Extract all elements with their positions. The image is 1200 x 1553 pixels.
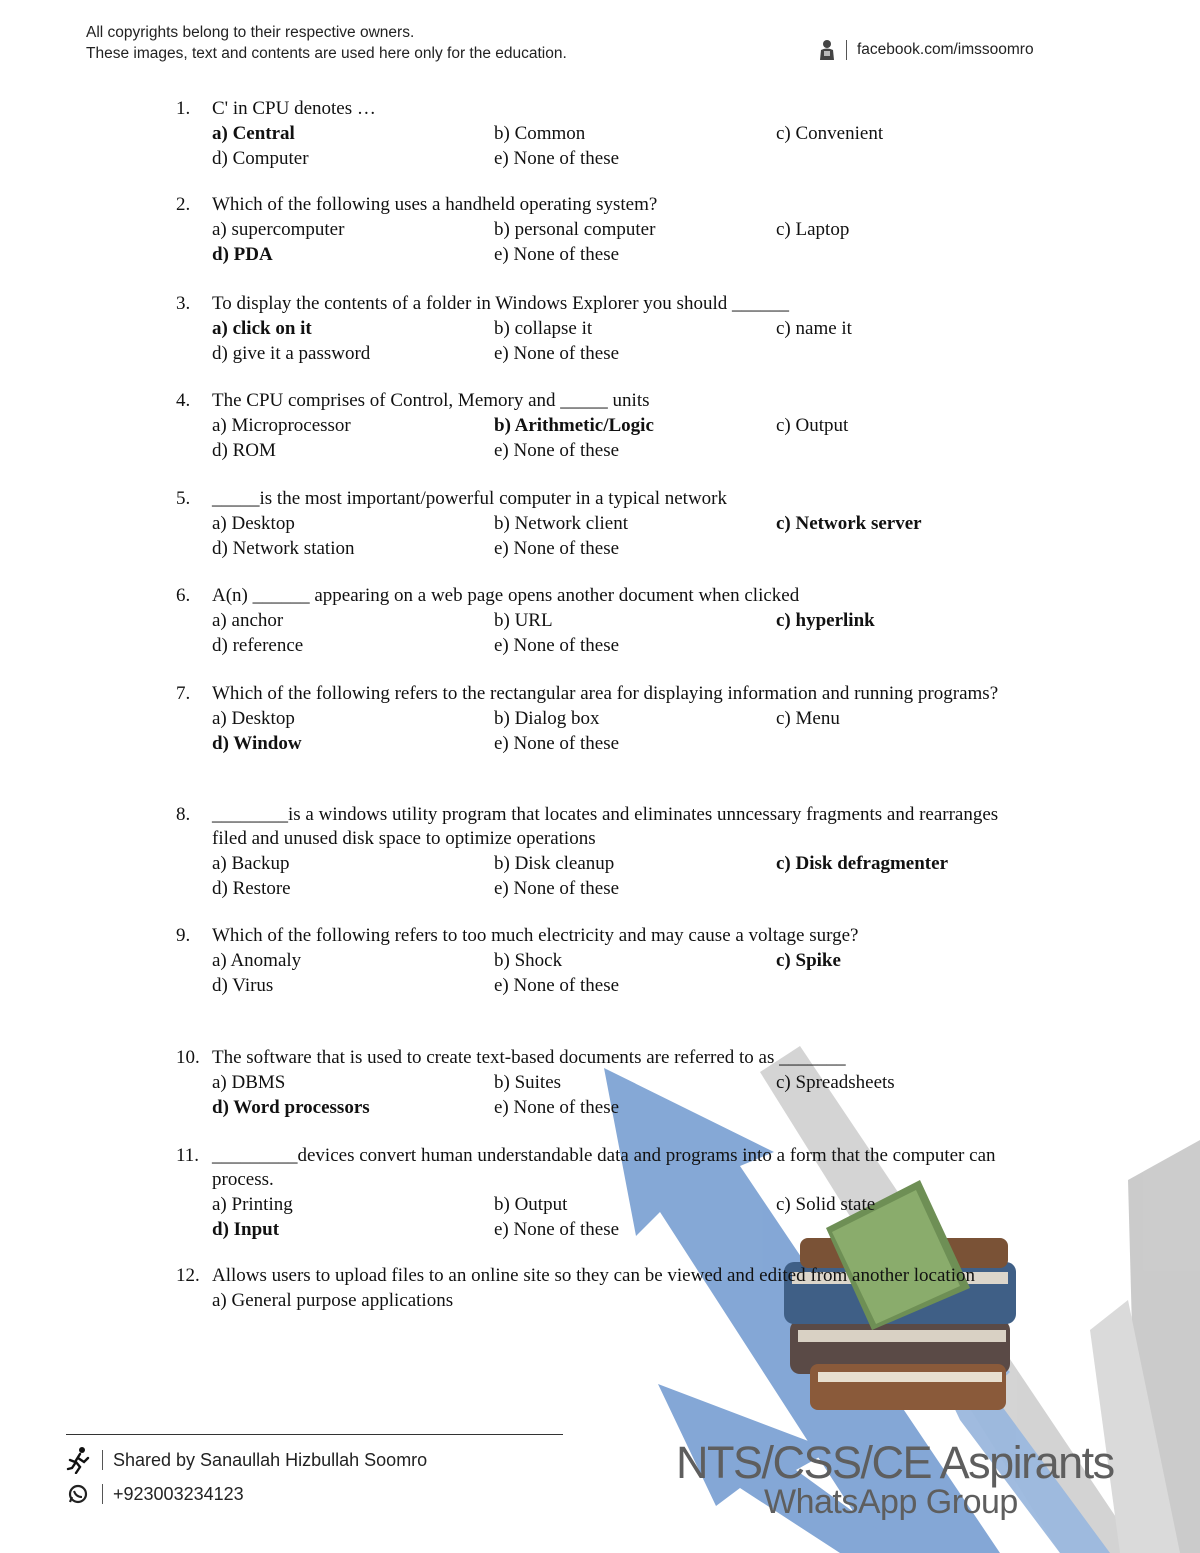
copyright-notice [86,22,567,64]
footer-phone [66,1480,244,1508]
question-number: 4. [176,390,191,411]
question-12 [176,1264,1036,1313]
option-d: d) Word processors [212,1097,370,1118]
option-b: b) URL [494,610,553,631]
option-d: d) Restore [212,878,291,899]
question-text: Which of the following uses a handheld operating system? [212,194,658,215]
option-c: c) Network server [776,513,922,534]
question-10 [176,1046,1036,1120]
question-11 [176,1144,1036,1242]
option-a: a) supercomputer [212,219,345,240]
question-text: Which of the following refers to too much electricity and may cause a voltage surge? [212,925,859,946]
running-man-icon [66,1446,92,1474]
facebook-credit [818,38,1034,62]
option-c: c) name it [776,318,852,339]
option-c: c) Convenient [776,123,884,144]
divider [102,1484,103,1504]
option-d: d) Virus [212,975,274,996]
divider [846,40,847,60]
question-5 [176,487,1036,561]
option-b: b) personal computer [494,219,656,240]
question-text: To display the contents of a folder in Windows Explorer you should ______ [212,293,789,314]
option-b: b) Disk cleanup [494,853,615,874]
watermark-title: NTS/CSS/CE Aspirants [676,1437,1114,1488]
option-c: c) hyperlink [776,610,875,631]
option-d: d) Computer [212,148,309,169]
option-c: c) Spreadsheets [776,1072,895,1093]
option-a: a) Desktop [212,513,295,534]
question-7 [176,682,1036,756]
option-b: b) collapse it [494,318,593,339]
question-6 [176,584,1036,658]
option-d: d) Window [212,733,302,754]
option-c: c) Output [776,415,849,436]
divider [102,1450,103,1470]
option-c: c) Spike [776,950,841,971]
option-c: c) Menu [776,708,840,729]
question-4 [176,389,1036,463]
question-number: 8. [176,804,191,825]
copyright-line: These images, text and contents are used here only for the education. [86,45,567,62]
option-a: a) Desktop [212,708,295,729]
question-text: The software that is used to create text-based documents are referred to as _______ [212,1047,846,1068]
option-b: b) Network client [494,513,629,534]
question-number: 6. [176,585,191,606]
question-text: A(n) ______ appearing on a web page opens another document when clicked [212,585,800,606]
option-a: a) DBMS [212,1072,286,1093]
question-number: 11. [176,1145,200,1166]
option-d: d) Input [212,1219,280,1240]
question-number: 3. [176,293,191,314]
option-e: e) None of these [494,538,620,559]
option-a: a) Printing [212,1194,293,1215]
option-e: e) None of these [494,1219,620,1240]
option-d: d) give it a password [212,343,371,364]
option-e: e) None of these [494,733,620,754]
option-a: a) anchor [212,610,284,631]
option-d: d) Network station [212,538,355,559]
question-number: 1. [176,98,191,119]
option-b: b) Suites [494,1072,562,1093]
question-number: 12. [176,1265,200,1286]
person-icon [818,39,836,61]
option-c: c) Laptop [776,219,850,240]
option-a: a) General purpose applications [212,1290,454,1311]
option-e: e) None of these [494,343,620,364]
copyright-line: All copyrights belong to their respective owners. [86,24,415,41]
option-e: e) None of these [494,1097,620,1118]
option-c: c) Disk defragmenter [776,853,949,874]
facebook-link[interactable]: facebook.com/imssoomro [857,41,1034,58]
option-a: a) Backup [212,853,290,874]
question-2 [176,193,1036,267]
option-a: a) Anomaly [212,950,302,971]
option-e: e) None of these [494,244,620,265]
option-b: b) Dialog box [494,708,600,729]
question-text: _____is the most important/powerful computer in a typical network [212,488,728,509]
question-number: 10. [176,1047,200,1068]
question-9 [176,924,1036,998]
option-b: b) Arithmetic/Logic [494,415,654,436]
question-text: _________devices convert human understandable data and programs into a form that the computer can process. [212,1145,996,1190]
question-3 [176,292,1036,366]
option-d: d) ROM [212,440,276,461]
question-text: The CPU comprises of Control, Memory and _____ units [212,390,650,411]
option-e: e) None of these [494,440,620,461]
option-e: e) None of these [494,148,620,169]
footer-divider [66,1434,563,1435]
watermark-subtitle: WhatsApp Group [764,1483,1018,1521]
question-text: Which of the following refers to the rectangular area for displaying information and running programs? [212,683,999,704]
question-text: ________is a windows utility program that locates and eliminates unncessary fragments and rearranges filed and unused disk space to optimize operations [212,804,999,849]
footer-shared-by [66,1446,427,1474]
option-c: c) Solid state [776,1194,876,1215]
option-e: e) None of these [494,878,620,899]
shared-by-text: Shared by Sanaullah Hizbullah Soomro [113,1449,428,1470]
question-text: Allows users to upload files to an online site so they can be viewed and edited from another location [212,1265,975,1286]
option-b: b) Shock [494,950,563,971]
question-number: 2. [176,194,191,215]
option-e: e) None of these [494,635,620,656]
question-number: 5. [176,488,191,509]
question-number: 9. [176,925,191,946]
whatsapp-icon [66,1483,92,1505]
option-a: a) click on it [212,318,312,339]
question-text: C' in CPU denotes … [212,98,376,119]
question-1 [176,97,1036,171]
option-e: e) None of these [494,975,620,996]
phone-number: +923003234123 [113,1483,244,1504]
option-d: d) reference [212,635,304,656]
option-a: a) Central [212,123,295,144]
option-a: a) Microprocessor [212,415,351,436]
option-b: b) Output [494,1194,568,1215]
question-number: 7. [176,683,191,704]
question-8 [176,803,1036,901]
option-d: d) PDA [212,244,273,265]
option-b: b) Common [494,123,586,144]
